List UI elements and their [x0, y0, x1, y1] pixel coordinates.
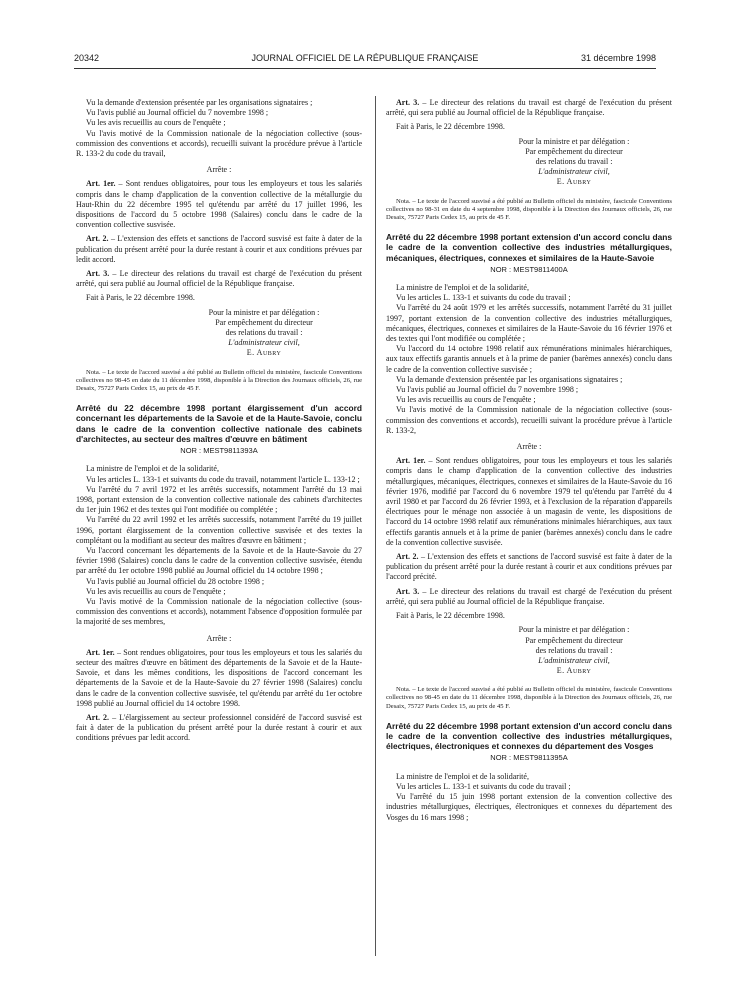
nota-note: Nota. – Le texte de l'accord susvisé a été publié au Bulletin officiel du ministère, fascicule Conventions collectives no 98-45 en date du 11 décembre 1998, disponible à la Direction des Journaux officiels, 26, rue Desaix, 75727 Paris Cedex 15, au prix de 45 F.: [76, 368, 362, 392]
nota-note: Nota. – Le texte de l'accord susvisé a été publié au Bulletin officiel du ministère, fascicule Conventions collectives no 98-45 en date du 11 décembre 1998, disponible à la Direction des Journaux officiels, 26, rue Desaix, 75727 Paris Cedex 15, au prix de 45 F.: [386, 686, 672, 710]
consideration: Vu les articles L. 133-1 et suivants du code du travail ;: [396, 293, 571, 303]
page-number: 20342: [74, 53, 100, 63]
article-2: [76, 234, 362, 265]
issue-date: 31 décembre 1998: [580, 53, 656, 63]
consideration: Vu l'avis motivé de la Commission nationale de la négociation collective (sous-commission des conventions et accords), recueilli suivant la procédure prévue à l'article R. 133-2,: [386, 405, 672, 435]
signing-place-date: Fait à Paris, le 22 décembre 1998.: [396, 122, 505, 132]
consideration: Vu les avis recueillis au cours de l'enquête ;: [396, 395, 536, 405]
article-3: [386, 98, 672, 118]
signature-line: L'administrateur civil,: [228, 338, 300, 348]
decree-title: Arrêté du 22 décembre 1998 portant extension d'un accord conclu dans le cadre de la convention collective des industries métallurgiques, électriques, électroniques et connexes du département des Vosges: [386, 720, 672, 752]
article-1: [76, 648, 362, 709]
signatory-name: E. Aubry: [556, 666, 592, 676]
consideration: Vu l'arrêté du 22 avril 1992 et les arrêtés successifs, notamment l'arrêté du 19 juillet 1996, portant élargissement de la convention collective susvisée et des textes la complétant ou la modifiant au secteur des maîtres d'œuvre en bâtiment ;: [76, 515, 362, 545]
signature-line: L'administrateur civil,: [538, 167, 610, 177]
article-label: Art. 2.: [396, 552, 419, 562]
consideration: Vu l'avis motivé de la Commission nationale de la négociation collective (sous-commission des conventions et accords), notamment l'absence d'opposition formulée par la majorité de ses membres,: [76, 596, 362, 627]
article-2: [386, 552, 672, 583]
article-text: – Le directeur des relations du travail est chargé de l'exécution du présent arrêté, qui sera publié au Journal officiel de la République française.: [386, 98, 672, 118]
minister-line: La ministre de l'emploi et de la solidarité,: [396, 283, 529, 292]
signature-line: des relations du travail :: [535, 157, 613, 167]
article-label: Art. 1er.: [86, 647, 115, 657]
journal-title: JOURNAL OFFICIEL DE LA RÉPUBLIQUE FRANÇAISE: [251, 53, 479, 63]
signature-line: Pour la ministre et par délégation :: [518, 625, 630, 635]
decree-title: Arrêté du 22 décembre 1998 portant extension d'un accord conclu dans le cadre de la convention collective des industries métallurgiques, mécaniques, électriques, connexes et similaires de la Haute-Savoie: [386, 231, 672, 263]
consideration: Vu l'arrêté du 24 août 1979 et les arrêtés successifs, notamment l'arrêté du 31 juillet 1997, portant extension de la convention collective des industries métallurgiques, mécaniques, électriques, connexes et similaires de la Haute-Savoie du 16 février 1976 et des textes qui l'ont modifiée ou complétée ;: [386, 303, 672, 344]
article-text: – Le directeur des relations du travail est chargé de l'exécution du présent arrêté, qui sera publié au Journal officiel de la République française.: [386, 586, 672, 606]
consideration: Vu la demande d'extension présentée par les organisations signataires ;: [86, 98, 313, 107]
nor-reference: NOR : MESТ9811395A: [490, 753, 568, 763]
arrete-heading: Arrête :: [516, 442, 542, 452]
page-header: [74, 53, 656, 67]
arrete-heading: Arrête :: [206, 633, 232, 643]
header-rule: [74, 68, 656, 69]
article-label: Art. 3.: [396, 98, 420, 107]
article-text: – Sont rendues obligatoires, pour tous les employeurs et tous les salariés du secteur des maîtres d'œuvre en bâtiment des départements de la Savoie et de la Haute-Savoie, et dans les mêmes conditions, les dispositions de l'accord concernant les départements de la Savoie et de la Haute-Savoie du 27 février 1998 (Salaires) conclu dans le cadre de la convention collective susvisée, tel qu'étendu par arrêté du 1er octobre 1998 publié au Journal officiel du 14 octobre 1998.: [76, 647, 363, 708]
signature-block: [476, 625, 672, 676]
consideration: Vu les articles L. 133-1 et suivants du code du travail, notamment l'article L. 133-12 ;: [86, 474, 360, 484]
article-1: [386, 456, 672, 548]
signatory-name: E. Aubry: [246, 348, 282, 358]
article-label: Art. 1er.: [86, 179, 116, 189]
consideration: Vu l'arrêté du 7 avril 1972 et les arrêtés successifs, notamment l'arrêté du 13 mai 1998, portant extension de la convention collective nationale des cabinets d'architectes du 1er juin 1962 et des textes qui l'ont modifiée ou complétée ;: [76, 484, 362, 515]
article-text: – Le directeur des relations du travail est chargé de l'exécution du présent arrêté, qui sera publié au Journal officiel de la République française.: [76, 269, 362, 289]
article-text: – L'extension des effets et sanctions de l'accord susvisé est faite à dater de la publication du présent arrêté pour la durée restant à courir et aux conditions prévues par ledit accord.: [76, 234, 362, 264]
nor-reference: NOR : MESТ9811400A: [490, 264, 568, 274]
consideration: Vu l'avis publié au Journal officiel du 7 novembre 1998 ;: [396, 385, 579, 395]
article-label: Art. 2.: [86, 713, 110, 723]
consideration: Vu l'arrêté du 15 juin 1998 portant extension de la convention collective des industries métallurgiques, électriques, électroniques et connexes du département des Vosges du 16 mars 1998 ;: [386, 792, 672, 822]
right-column: [386, 98, 672, 823]
signature-line: des relations du travail :: [535, 645, 613, 655]
signature-line: L'administrateur civil,: [538, 655, 610, 665]
article-label: Art. 1er.: [396, 456, 426, 466]
consideration: Vu l'accord du 14 octobre 1998 relatif aux rémunérations minimales hiérarchiques, aux taux effectifs garantis annuels et à la prime de panier (barèmes annexés) conclu dans le cadre de la convention collective susvisée ;: [386, 344, 672, 374]
article-label: Art. 3.: [396, 586, 420, 596]
article-1: [76, 179, 362, 230]
article-text: – Sont rendues obligatoires, pour tous les employeurs et tous les salariés compris dans le champ d'application de la convention collective des industries métallurgiques, mécaniques, électriques, connexes et similaires de la Haute-Savoie du 16 février 1976, modifié par l'accord du 6 novembre 1979 tel qu'étendu par l'arrêté du 4 avril 1980 et par l'accord du 26 février 1993, et à l'exclusion de la réparation d'appareils électriques pour le ménage non associée à un magasin de vente, les dispositions de l'accord du 14 octobre 1998 relatif aux rémunérations minimales hiérarchiques, aux taux effectifs garantis annuels et à la prime de panier (barèmes annexés) conclu dans le cadre de la convention collective susvisée.: [386, 456, 673, 547]
article-label: Art. 3.: [86, 269, 110, 279]
signature-line: Par empêchement du directeur: [525, 146, 623, 156]
article-label: Art. 2.: [86, 234, 109, 244]
article-3: [76, 269, 362, 289]
left-column: [76, 98, 362, 748]
nor-reference: NOR : MESТ9811393A: [180, 446, 258, 456]
signature-block: [166, 308, 362, 359]
signing-place-date: Fait à Paris, le 22 décembre 1998.: [396, 611, 505, 621]
signature-line: Par empêchement du directeur: [215, 317, 313, 327]
article-text: – Sont rendues obligatoires, pour tous les employeurs et tous les salariés compris dans le champ d'application de la convention collective de la métallurgie du Haut-Rhin du 22 décembre 1995 tel qu'étendu par arrêté du 17 juillet 1996, les dispositions de l'accord du 5 octobre 1998 (Salaires) conclu dans le cadre de la convention collective susvisée.: [76, 179, 363, 230]
nota-note: Nota. – Le texte de l'accord susvisé a été publié au Bulletin officiel du ministère, fascicule Conventions collectives no 98-31 en date du 4 septembre 1998, disponible à la Direction des Journaux officiels, 26, rue Desaix, 75727 Paris Cedex 15, au prix de 45 F.: [386, 197, 672, 221]
signature-block: [476, 137, 672, 188]
signature-line: Par empêchement du directeur: [525, 635, 623, 645]
top-considerations: [76, 98, 362, 159]
consideration: Vu la demande d'extension présentée par les organisations signataires ;: [396, 374, 623, 384]
consideration: Vu l'avis motivé de la Commission nationale de la négociation collective (sous-commission des conventions et accords), recueilli suivant la procédure prévue à l'article R. 133-2 du code du travail,: [76, 128, 362, 159]
minister-line: La ministre de l'emploi et de la solidarité,: [396, 771, 529, 781]
article-3: [386, 587, 672, 607]
decree-title: Arrêté du 22 décembre 1998 portant élargissement d'un accord concernant les départements de la Savoie et de la Haute-Savoie, conclu dans le cadre de la convention collective nationale des cabinets d'architectes, au secteur des maîtres d'œuvre en bâtiment: [76, 402, 362, 444]
consideration: Vu les articles L. 133-1 et suivants du code du travail ;: [396, 781, 571, 791]
consideration: Vu les avis recueillis au cours de l'enquête ;: [86, 586, 226, 596]
signature-line: des relations du travail :: [225, 328, 303, 338]
article-text: – L'extension des effets et sanctions de l'accord susvisé est faite à dater de la publication du présent arrêté pour la durée restant à courir et aux conditions prévues par l'accord précité.: [386, 552, 672, 582]
article-text: – L'élargissement au secteur professionnel considéré de l'accord susvisé est fait à dater de la publication du présent arrêté pour la durée restant à courir et aux conditions prévues par ledit accord.: [76, 713, 362, 743]
consideration: Vu l'avis publié au Journal officiel du 28 octobre 1998 ;: [86, 576, 265, 586]
arrete-heading: Arrête :: [206, 165, 232, 175]
signing-place-date: Fait à Paris, le 22 décembre 1998.: [86, 293, 195, 303]
consideration: Vu les avis recueillis au cours de l'enquête ;: [86, 118, 226, 128]
column-divider: [375, 96, 376, 956]
consideration: Vu l'avis publié au Journal officiel du 7 novembre 1998 ;: [86, 108, 269, 118]
article-2: [76, 713, 362, 744]
signatory-name: E. Aubry: [556, 177, 592, 187]
minister-line: La ministre de l'emploi et de la solidarité,: [86, 464, 219, 474]
signature-line: Pour la ministre et par délégation :: [518, 136, 630, 146]
consideration: Vu l'accord concernant les départements de la Savoie et de la Haute-Savoie du 27 février 1998 (Salaires) conclu dans le cadre de la convention collective susvisée, étendu par arrêté du 1er octobre 1998 publié au Journal officiel du 14 octobre 1998 ;: [76, 545, 362, 576]
signature-line: Pour la ministre et par délégation :: [208, 307, 320, 317]
